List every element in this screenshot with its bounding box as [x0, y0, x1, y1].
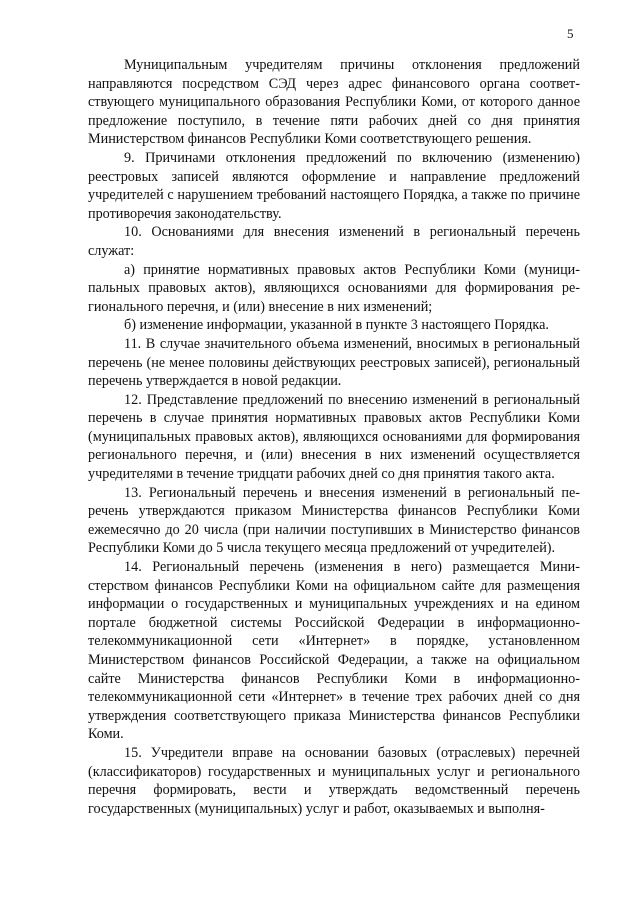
paragraph-10-a: а) принятие нормативных правовых актов Республики Коми (муниципальных правовых актов), являющихся основаниями для формирования регионального перечня, и (или) внесение в них изменений;: [88, 261, 580, 315]
paragraph-10: 10. Основаниями для внесения изменений в региональный перечень служат:: [88, 224, 580, 259]
paragraph-10-b: б) изменение информации, указанной в пункте 3 настоящего Порядка.: [124, 317, 549, 334]
page-number: 5: [567, 26, 574, 41]
paragraph-13: 13. Региональный перечень и внесения изменений в региональный перечень утверждаются приказом Министерства финансов Республики Коми ежемесячно до 20 числа (при наличии поступивших в Министерство финансов Республики Коми до 5 числа текущего месяца предложений от учредителей).: [88, 484, 580, 557]
paragraph-11: 11. В случае значительного объема изменений, вносимых в региональный перечень (не менее половины действующих реестровых записей), региональный перечень утверждается в новой редакции.: [88, 335, 580, 390]
paragraph-rejection-notice: Муниципальным учредителям причины отклонения предложений направляются посредством СЭД через адрес финансового органа соответствующего муниципального образования Республики Коми, от которого данное предложение поступило, в течение пяти рабочих дней со дня принятия Министерством финансов Республики Коми соответствующего решения.: [88, 57, 580, 148]
paragraph-15: 15. Учредители вправе на основании базовых (отраслевых) перечней (классификаторов) государственных и муниципальных услуг и регионального перечня формировать, вести и утверждать ведомственный перечень государственных (муниципальных) услуг и работ, оказываемых и выполня-: [88, 744, 580, 817]
paragraph-12: 12. Представление предложений по внесению изменений в региональный перечень в случае принятия нормативных правовых актов Республики Коми (муниципальных правовых актов), являющихся основаниями для формирования регионального перечня, и (или) внесения в них изменений осуществляется учредителями в течение тридцати рабочих дней со дня принятия такого акта.: [88, 391, 580, 483]
paragraph-14: 14. Региональный перечень (изменения в него) размещается Министерством финансов Республики Коми на официальном сайте для размещения информации о государственных и муниципальных учреждениях и на едином портале бюджетной системы Российской Федерации в информационно-телекоммуникационной сети «Интернет» в порядке, установленном Министерством финансов Российской Федерации, а также на официальном сайте Министерства финансов Республики Коми в информационно-телекоммуникационной сети «Интернет» в течение трех рабочих дней со дня утверждения соответствующего приказа Министерства финансов Республики Коми.: [88, 559, 580, 743]
document-body: [88, 56, 580, 818]
paragraph-9: 9. Причинами отклонения предложений по включению (изменению) реестровых записей являются оформление и направление предложений учредителей с нарушением требований настоящего Порядка, а также по причине противоречия законодательству.: [88, 149, 580, 222]
